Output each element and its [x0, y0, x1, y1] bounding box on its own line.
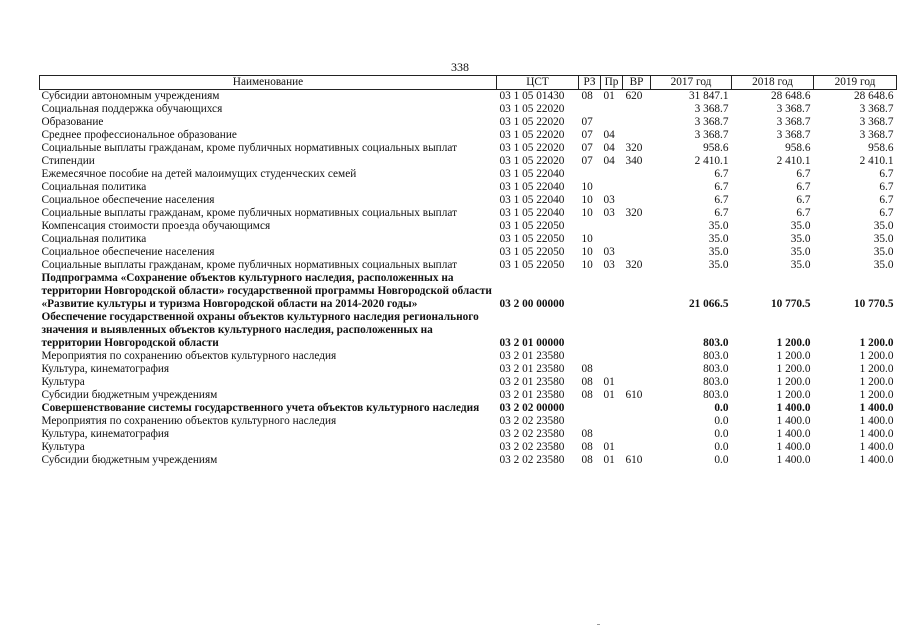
cell-name: Социальные выплаты гражданам, кроме публичных нормативных социальных выплат: [41, 259, 458, 271]
cell-2018: 6.7: [796, 181, 811, 193]
cell-2017: 803.0: [703, 350, 729, 362]
cell-rz: 08: [581, 90, 593, 102]
cell-pr: 03: [603, 246, 615, 258]
cell-2019: 35.0: [873, 233, 894, 245]
cell-2017: 3 368.7: [694, 129, 729, 141]
cell-2019: 1 200.0: [859, 337, 894, 349]
cell-vr: [623, 428, 651, 441]
cell-2019: 6.7: [879, 207, 894, 219]
cell-rz: 10: [581, 207, 593, 219]
column-header-vr: ВР: [623, 76, 651, 90]
cell-rz: 07: [581, 116, 593, 128]
cell-2019: 10 770.5: [853, 298, 894, 310]
cell-rz: 10: [581, 233, 593, 245]
table-row: [40, 142, 897, 155]
cell-vr: [623, 415, 651, 428]
cell-2018: 1 400.0: [776, 415, 811, 427]
table-row: [40, 220, 897, 233]
cell-2019: 6.7: [879, 168, 894, 180]
cell-2019: 28 648.6: [853, 90, 894, 102]
table-row: [40, 155, 897, 168]
table-row: [40, 129, 897, 142]
cell-vr: [623, 311, 651, 350]
cell-2017: 0.0: [714, 454, 729, 466]
table-row: [40, 363, 897, 376]
cell-2017: 0.0: [714, 428, 729, 440]
cell-rz: 07: [581, 142, 593, 154]
table-header: [40, 76, 897, 90]
cell-name: Субсидии автономным учреждениям: [41, 90, 220, 102]
cell-rz: [579, 168, 601, 181]
cell-2018: 35.0: [790, 220, 811, 232]
cell-2019: 35.0: [873, 220, 894, 232]
cell-name: Социальная политика: [41, 181, 147, 193]
cell-rz: 08: [581, 441, 593, 453]
cell-name: Мероприятия по сохранению объектов культурного наследия: [41, 415, 337, 427]
cell-cst: 03 2 00 00000: [499, 298, 565, 310]
table-row: [40, 207, 897, 220]
table-body: [40, 90, 897, 468]
cell-name: Субсидии бюджетным учреждениям: [41, 389, 218, 401]
cell-rz: [579, 311, 601, 350]
cell-2018: 3 368.7: [776, 129, 811, 141]
cell-cst: 03 2 01 23580: [499, 389, 565, 401]
cell-name: Социальная поддержка обучающихся: [41, 103, 223, 115]
cell-2019: 1 400.0: [859, 402, 894, 414]
cell-pr: [601, 363, 623, 376]
cell-cst: 03 1 05 01430: [499, 90, 565, 102]
table-row: [40, 181, 897, 194]
cell-2019: 1 200.0: [859, 376, 894, 388]
column-header-rz: РЗ: [579, 76, 601, 90]
cell-pr: 01: [603, 376, 615, 388]
cell-2017: 803.0: [703, 337, 729, 349]
cell-2017: 6.7: [714, 168, 729, 180]
cell-2017: 0.0: [714, 402, 729, 414]
budget-table: [39, 75, 897, 467]
cell-2019: 3 368.7: [859, 129, 894, 141]
cell-pr: 01: [603, 389, 615, 401]
cell-vr: [623, 129, 651, 142]
cell-rz: [579, 350, 601, 363]
cell-cst: 03 2 02 00000: [499, 402, 565, 414]
cell-2018: 3 368.7: [776, 103, 811, 115]
cell-cst: 03 2 02 23580: [499, 415, 565, 427]
cell-pr: [601, 272, 623, 311]
cell-rz: 08: [581, 454, 593, 466]
table-row: [40, 90, 897, 104]
cell-rz: [579, 402, 601, 415]
cell-2018: 28 648.6: [770, 90, 811, 102]
cell-2018: 35.0: [790, 233, 811, 245]
table-row: [40, 311, 897, 350]
cell-vr: [623, 246, 651, 259]
cell-rz: 08: [581, 363, 593, 375]
cell-cst: 03 1 05 22020: [499, 103, 565, 115]
cell-name: Социальное обеспечение населения: [41, 194, 215, 206]
cell-rz: [579, 103, 601, 116]
cell-pr: [601, 116, 623, 129]
cell-rz: 10: [581, 194, 593, 206]
cell-2018: 1 200.0: [776, 376, 811, 388]
table-row: [40, 194, 897, 207]
cell-name: Компенсация стоимости проезда обучающимся: [41, 220, 271, 232]
cell-name: Культура: [41, 376, 85, 388]
cell-pr: [601, 428, 623, 441]
cell-vr: [623, 363, 651, 376]
cell-vr: 610: [625, 389, 643, 401]
cell-2019: 3 368.7: [859, 103, 894, 115]
cell-2018: 1 400.0: [776, 428, 811, 440]
cell-2017: 6.7: [714, 181, 729, 193]
cell-2017: 21 066.5: [688, 298, 729, 310]
cell-name: Культура: [41, 441, 85, 453]
cell-2019: 1 200.0: [859, 389, 894, 401]
cell-vr: [623, 441, 651, 454]
cell-2018: 6.7: [796, 194, 811, 206]
cell-2019: 1 400.0: [859, 441, 894, 453]
cell-name: Ежемесячное пособие на детей малоимущих студенческих семей: [41, 168, 357, 180]
cell-2019: 1 200.0: [859, 363, 894, 375]
cell-name: Обеспечение государственной охраны объектов культурного наследия регионального значения и выявленных объектов культурного наследия, расположенных на территории Новгородской области: [41, 311, 479, 349]
cell-vr: [623, 116, 651, 129]
table-row: [40, 402, 897, 415]
cell-cst: 03 2 02 23580: [499, 428, 565, 440]
cell-pr: [601, 181, 623, 194]
cell-2018: 1 400.0: [776, 454, 811, 466]
cell-vr: 320: [625, 142, 643, 154]
cell-vr: [623, 168, 651, 181]
cell-vr: 320: [625, 207, 643, 219]
table-row: [40, 259, 897, 272]
cell-2018: 2 410.1: [776, 155, 811, 167]
cell-pr: 01: [603, 441, 615, 453]
cell-cst: 03 2 01 23580: [499, 363, 565, 375]
table-row: [40, 116, 897, 129]
cell-name: Социальные выплаты гражданам, кроме публичных нормативных социальных выплат: [41, 207, 458, 219]
table-row: [40, 103, 897, 116]
table-row: [40, 168, 897, 181]
cell-2017: 35.0: [708, 233, 729, 245]
cell-2018: 958.6: [785, 142, 811, 154]
cell-rz: 07: [581, 129, 593, 141]
cell-rz: 08: [581, 428, 593, 440]
cell-cst: 03 1 05 22020: [499, 155, 565, 167]
cell-2017: 803.0: [703, 363, 729, 375]
cell-pr: [601, 311, 623, 350]
cell-2017: 2 410.1: [694, 155, 729, 167]
cell-name: Стипендии: [41, 155, 95, 167]
cell-2018: 6.7: [796, 207, 811, 219]
cell-pr: 01: [603, 454, 615, 466]
cell-rz: [579, 415, 601, 428]
cell-2018: 1 400.0: [776, 441, 811, 453]
cell-name: Образование: [41, 116, 104, 128]
scan-mark: [597, 624, 600, 625]
cell-cst: 03 1 05 22040: [499, 181, 565, 193]
column-header-2019: 2019 год: [814, 76, 897, 90]
cell-2019: 1 400.0: [859, 454, 894, 466]
cell-vr: [623, 233, 651, 246]
cell-name: Среднее профессиональное образование: [41, 129, 237, 141]
cell-2017: 6.7: [714, 194, 729, 206]
table-row: [40, 428, 897, 441]
cell-name: Подпрограмма «Сохранение объектов культурного наследия, расположенных на территории Новгородской области» государственной программы Новгородской области «Развитие культуры и туризма Новгородской области на 2014-2020 годы»: [41, 272, 492, 310]
cell-name: Субсидии бюджетным учреждениям: [41, 454, 218, 466]
cell-cst: 03 1 05 22040: [499, 168, 565, 180]
table-row: [40, 415, 897, 428]
cell-cst: 03 1 05 22020: [499, 116, 565, 128]
cell-2017: 958.6: [703, 142, 729, 154]
cell-2017: 6.7: [714, 207, 729, 219]
page-number: 338: [451, 60, 469, 74]
cell-2017: 803.0: [703, 376, 729, 388]
cell-2018: 1 200.0: [776, 363, 811, 375]
cell-2018: 35.0: [790, 259, 811, 271]
cell-rz: [579, 220, 601, 233]
cell-vr: [623, 376, 651, 389]
cell-vr: 610: [625, 454, 643, 466]
cell-2017: 35.0: [708, 259, 729, 271]
cell-2019: 3 368.7: [859, 116, 894, 128]
cell-vr: [623, 272, 651, 311]
cell-cst: 03 1 05 22050: [499, 220, 565, 232]
cell-pr: [601, 220, 623, 233]
table-row: [40, 389, 897, 402]
column-header-cst: ЦСТ: [497, 76, 579, 90]
cell-2017: 31 847.1: [688, 90, 729, 102]
cell-vr: [623, 220, 651, 233]
cell-pr: [601, 415, 623, 428]
table-row: [40, 376, 897, 389]
cell-rz: [579, 272, 601, 311]
cell-2017: 3 368.7: [694, 116, 729, 128]
cell-pr: [601, 402, 623, 415]
column-header-name: Наименование: [40, 76, 497, 90]
cell-pr: 01: [603, 90, 615, 102]
cell-cst: 03 1 05 22040: [499, 207, 565, 219]
cell-2019: 35.0: [873, 246, 894, 258]
cell-2017: 803.0: [703, 389, 729, 401]
column-header-2017: 2017 год: [651, 76, 732, 90]
cell-vr: 620: [625, 90, 643, 102]
cell-cst: 03 1 05 22020: [499, 142, 565, 154]
table-row: [40, 454, 897, 467]
cell-rz: 10: [581, 246, 593, 258]
cell-cst: 03 2 02 23580: [499, 454, 565, 466]
cell-2019: 2 410.1: [859, 155, 894, 167]
cell-2018: 10 770.5: [770, 298, 811, 310]
cell-2017: 35.0: [708, 246, 729, 258]
cell-2019: 1 400.0: [859, 415, 894, 427]
cell-2018: 3 368.7: [776, 116, 811, 128]
cell-vr: [623, 103, 651, 116]
cell-2019: 1 200.0: [859, 350, 894, 362]
cell-cst: 03 2 01 23580: [499, 376, 565, 388]
cell-2019: 6.7: [879, 181, 894, 193]
cell-name: Культура, кинематография: [41, 363, 170, 375]
cell-pr: [601, 168, 623, 181]
cell-vr: 320: [625, 259, 643, 271]
cell-name: Мероприятия по сохранению объектов культурного наследия: [41, 350, 337, 362]
cell-2019: 35.0: [873, 259, 894, 271]
cell-rz: 10: [581, 181, 593, 193]
cell-pr: [601, 103, 623, 116]
cell-vr: [623, 181, 651, 194]
cell-2017: 3 368.7: [694, 103, 729, 115]
cell-2018: 1 400.0: [776, 402, 811, 414]
cell-2019: 6.7: [879, 194, 894, 206]
cell-2018: 1 200.0: [776, 389, 811, 401]
cell-name: Социальные выплаты гражданам, кроме публичных нормативных социальных выплат: [41, 142, 458, 154]
cell-rz: 07: [581, 155, 593, 167]
table-row: [40, 350, 897, 363]
table-row: [40, 441, 897, 454]
cell-cst: 03 1 05 22050: [499, 233, 565, 245]
cell-cst: 03 1 05 22050: [499, 259, 565, 271]
cell-vr: [623, 350, 651, 363]
cell-name: Социальное обеспечение населения: [41, 246, 215, 258]
cell-2017: 0.0: [714, 441, 729, 453]
cell-2019: 1 400.0: [859, 428, 894, 440]
cell-name: Культура, кинематография: [41, 428, 170, 440]
cell-pr: 04: [603, 129, 615, 141]
table-row: [40, 233, 897, 246]
cell-rz: 10: [581, 259, 593, 271]
cell-2018: 6.7: [796, 168, 811, 180]
column-header-pr: Пр: [601, 76, 623, 90]
cell-pr: [601, 233, 623, 246]
table-row: [40, 246, 897, 259]
cell-name: Социальная политика: [41, 233, 147, 245]
cell-2018: 1 200.0: [776, 337, 811, 349]
cell-vr: [623, 402, 651, 415]
cell-2017: 35.0: [708, 220, 729, 232]
cell-2017: 0.0: [714, 415, 729, 427]
cell-pr: 04: [603, 155, 615, 167]
cell-cst: 03 1 05 22050: [499, 246, 565, 258]
cell-pr: 03: [603, 259, 615, 271]
cell-cst: 03 2 01 00000: [499, 337, 565, 349]
cell-name: Совершенствование системы государственного учета объектов культурного наследия: [41, 402, 480, 414]
cell-cst: 03 2 01 23580: [499, 350, 565, 362]
cell-vr: 340: [625, 155, 643, 167]
cell-cst: 03 1 05 22020: [499, 129, 565, 141]
cell-2018: 35.0: [790, 246, 811, 258]
cell-cst: 03 1 05 22040: [499, 194, 565, 206]
cell-cst: 03 2 02 23580: [499, 441, 565, 453]
cell-2018: 1 200.0: [776, 350, 811, 362]
cell-rz: 08: [581, 389, 593, 401]
cell-2019: 958.6: [868, 142, 894, 154]
cell-pr: 03: [603, 207, 615, 219]
column-header-2018: 2018 год: [732, 76, 814, 90]
cell-pr: [601, 350, 623, 363]
cell-vr: [623, 194, 651, 207]
table-row: [40, 272, 897, 311]
cell-pr: 03: [603, 194, 615, 206]
cell-pr: 04: [603, 142, 615, 154]
cell-rz: 08: [581, 376, 593, 388]
